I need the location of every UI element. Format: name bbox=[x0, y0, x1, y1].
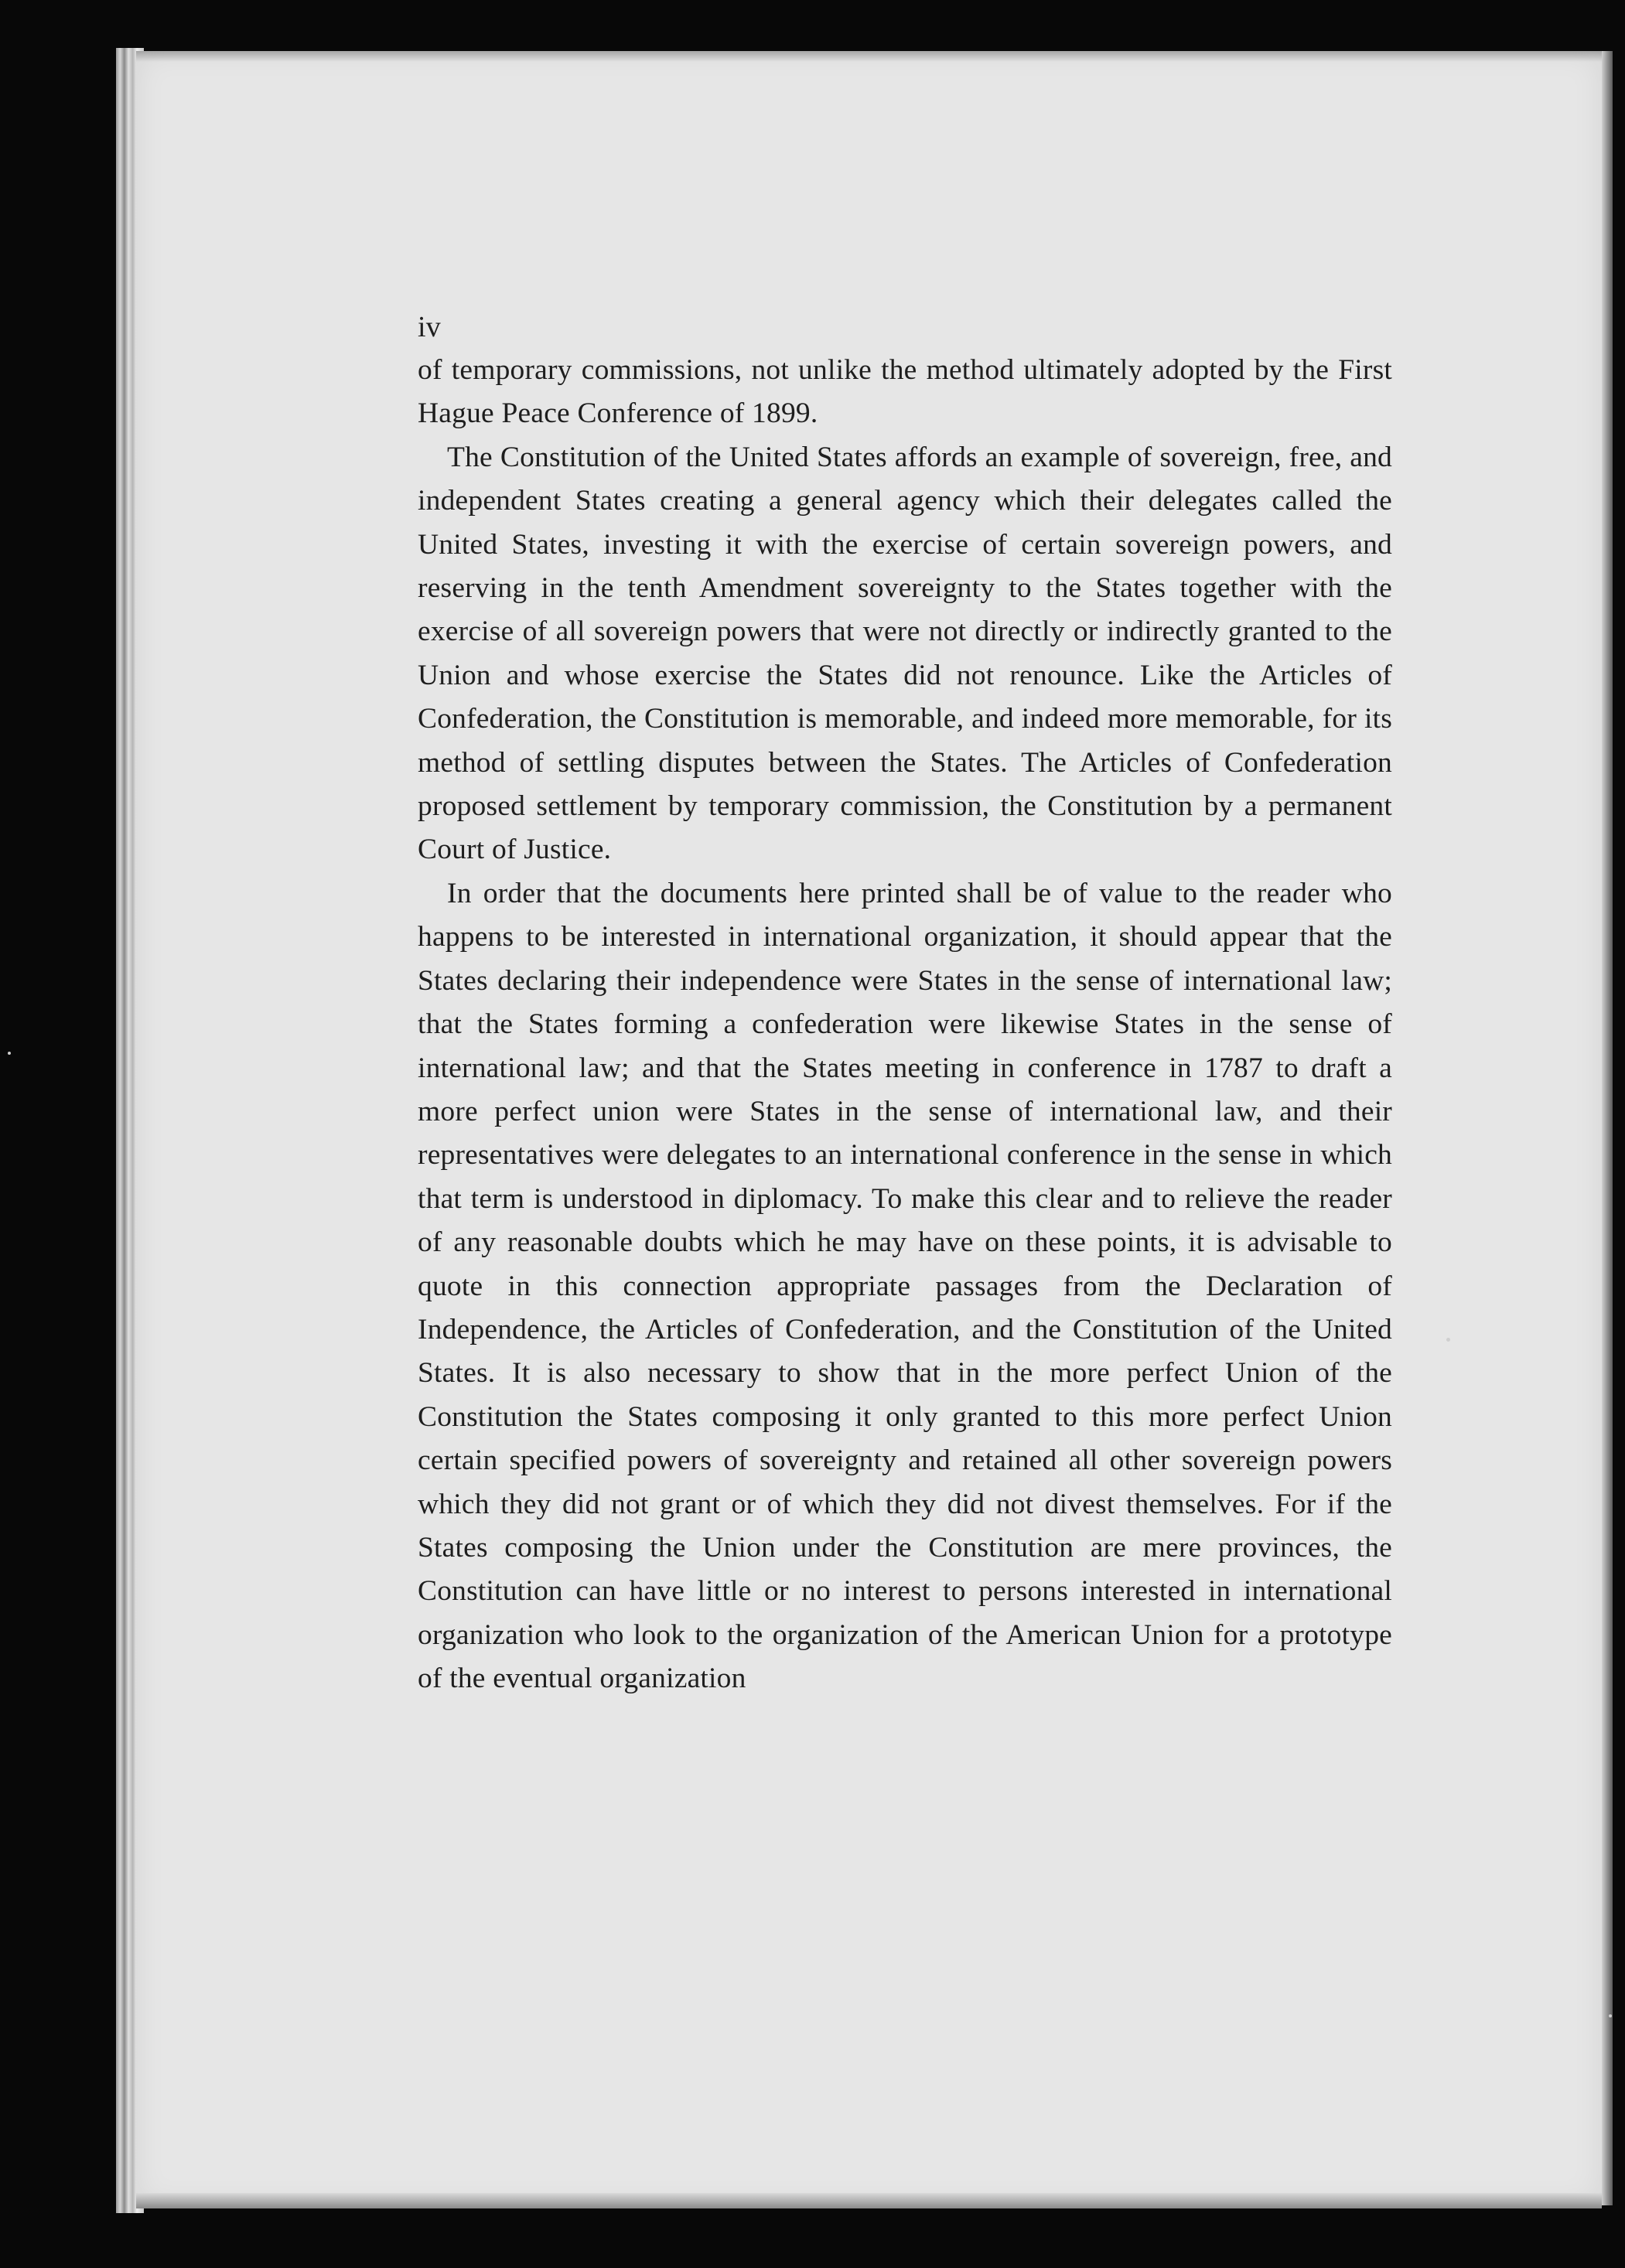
paragraph-continued: of temporary commissions, not unlike the method ultimately adopted by the First Hague Peace Conference of 1899. bbox=[418, 354, 1392, 430]
dust-speck bbox=[1446, 1338, 1450, 1342]
page-top-shadow bbox=[136, 51, 1602, 62]
dust-speck bbox=[8, 1052, 11, 1055]
page-right-edge bbox=[1602, 51, 1613, 2205]
page-bottom-edge bbox=[136, 2193, 1602, 2208]
page-text bbox=[418, 305, 1392, 1701]
paragraph-documents: In order that the documents here printed shall be of value to the reader who happens to be interested in international organization, it should appear that the States declaring their independence were States in the sense of international law; that the States forming a confederation were likewise States in the sense of international law; and that the States meeting in conference in 1787 to draft a more perfect union were States in the sense of international law, and their representatives were delegates to an international conference in the sense in which that term is understood in diplomacy. To make this clear and to relieve the reader of any reasonable doubts which he may have on these points, it is advisable to quote in this connection appropriate passages from the Declaration of Independence, the Articles of Confederation, and the Constitution of the United States. It is also necessary to show that in the more perfect Union of the Constitution the States composing it only granted to this more perfect Union certain specified powers of sovereignty and retained all other sovereign powers which they did not grant or of which they did not divest themselves. For if the States composing the Union under the Constitution are mere provinces, the Constitution can have little or no interest to persons interested in international organization who look to the organization of the American Union for a prototype of the eventual organization bbox=[418, 877, 1392, 1695]
page-number: iv bbox=[418, 311, 441, 343]
dust-speck bbox=[1609, 2014, 1612, 2017]
paragraph-constitution: The Constitution of the United States affords an example of sovereign, free, and independent States creating a general agency which their delegates called the United States, investing it with the exercise of certain sovereign powers, and reserving in the tenth Amendment sovereignty to the States together with the exercise of all sovereign powers that were not directly or indirectly granted to the Union and whose exercise the States did not renounce. Like the Articles of Confederation, the Constitution is memorable, and indeed more memorable, for its method of settling disputes between the States. The Articles of Confederation proposed settlement by temporary commission, the Constitution by a permanent Court of Justice. bbox=[418, 441, 1392, 866]
